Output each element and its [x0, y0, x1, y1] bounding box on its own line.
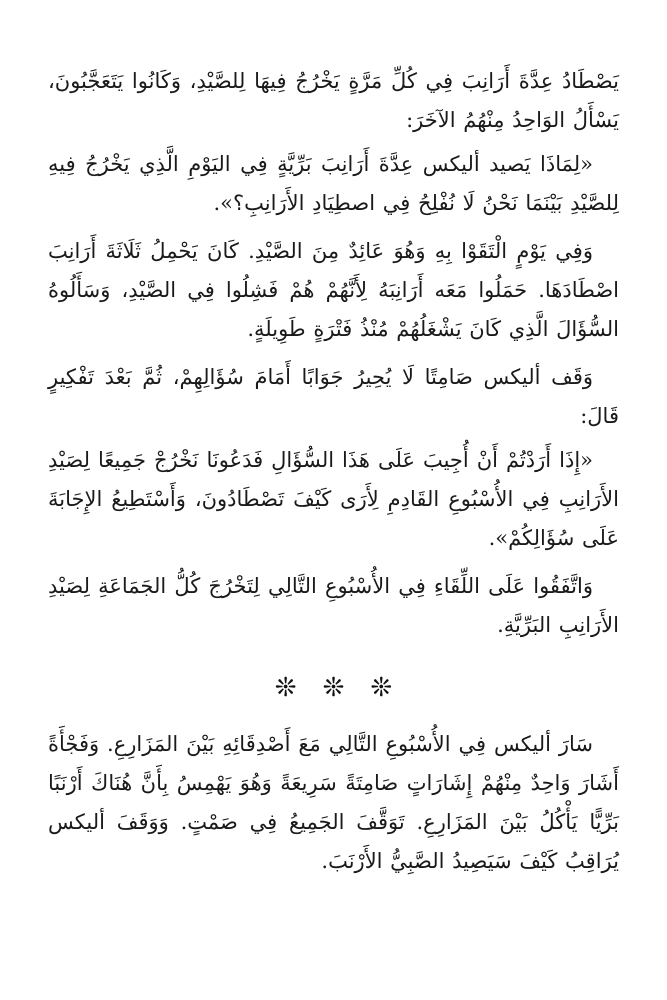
- asterism-icon: ❊: [322, 673, 345, 703]
- paragraph-5-quote: «إِذَا أَرَدْتُمْ أَنْ أُجِيبَ عَلَى هَذَا السُّؤَالِ فَدَعُونَا نَخْرُجْ جَمِيعًا لِصَيْدِ الأَرَانِبِ فِي الأُسْبُوعِ القَادِمِ لِأَرَى كَيْفَ تَصْطَادُونَ، وَأَسْتَطِيعُ الإِجَابَةَ عَلَى سُؤَالِكُمْ».: [48, 448, 619, 550]
- paragraph-1: يَصْطَادُ عِدَّةَ أَرَانِبَ فِي كُلِّ مَرَّةٍ يَخْرُجُ فِيهَا لِلصَّيْدِ، وَكَانُوا يَتَعَجَّبُونَ، يَسْأَلُ الوَاحِدُ مِنْهُمُ الآخَرَ:: [48, 69, 619, 132]
- asterism-icon: ❊: [274, 673, 297, 703]
- paragraph-7: سَارَ أليكس فِي الأُسْبُوعِ التَّالِي مَعَ أَصْدِقَائِهِ بَيْنَ المَزَارِعِ. وَفَجْأَةً أَشَارَ وَاحِدٌ مِنْهُمْ إِشَارَاتٍ صَامِتَةً سَرِيعَةً وَهُوَ يَهْمِسُ بِأَنَّ هُنَاكَ أَرْنَبًا بَرِّيًّا يَأْكُلُ بَيْنَ المَزَارِعِ. تَوَقَّفَ الجَمِيعُ فِي صَمْتٍ. وَوَقَفَ أليكس يُرَاقِبُ كَيْفَ سَيَصِيدُ الصَّبِيُّ الأَرْنَبَ.: [48, 732, 619, 873]
- paragraph-4: وَقَف أليكس صَامِتًا لَا يُحِيرُ جَوَابًا أَمَامَ سُؤَالِهِمْ، ثُمَّ بَعْدَ تَفْكِيرٍ قَالَ:: [48, 365, 619, 428]
- paragraph-3: وَفِي يَوْمٍ الْتَقَوْا بِهِ وَهُوَ عَائِدٌ مِنَ الصَّيْدِ. كَانَ يَحْمِلُ ثَلَاثَةَ أَرَانِبَ اصْطَادَهَا. حَمَلُوا مَعَه أَرَانِبَهُ لِأَنَّهُمْ هُمْ فَشِلُوا فِي الصَّيْدِ، وَسَأَلُوهُ السُّؤَالَ الَّذِي كَانَ يَشْغَلُهُمْ مُنْذُ فَتْرَةٍ طَوِيلَةٍ.: [48, 239, 619, 341]
- asterism-icon: ❊: [370, 673, 393, 703]
- paragraph-2-quote: «لِمَاذَا يَصيد أليكس عِدَّةَ أَرَانِبَ بَرِّيَّةٍ فِي اليَوْمِ الَّذِي يَخْرُجُ فِيهِ لِلصَّيْدِ بَيْنَمَا نَحْنُ لَا نُفْلِحُ فِي اصطِيَادِ الأَرَانِبِ؟».: [48, 152, 619, 215]
- paragraph-6: وَاتَّفَقُوا عَلَى اللِّقَاءِ فِي الأُسْبُوعِ التَّالِي لِتَخْرُجَ كُلُّ الجَمَاعَةِ لِصَيْدِ الأَرَانِبِ البَرِّيَّةِ.: [48, 574, 619, 637]
- section-divider: [48, 673, 619, 703]
